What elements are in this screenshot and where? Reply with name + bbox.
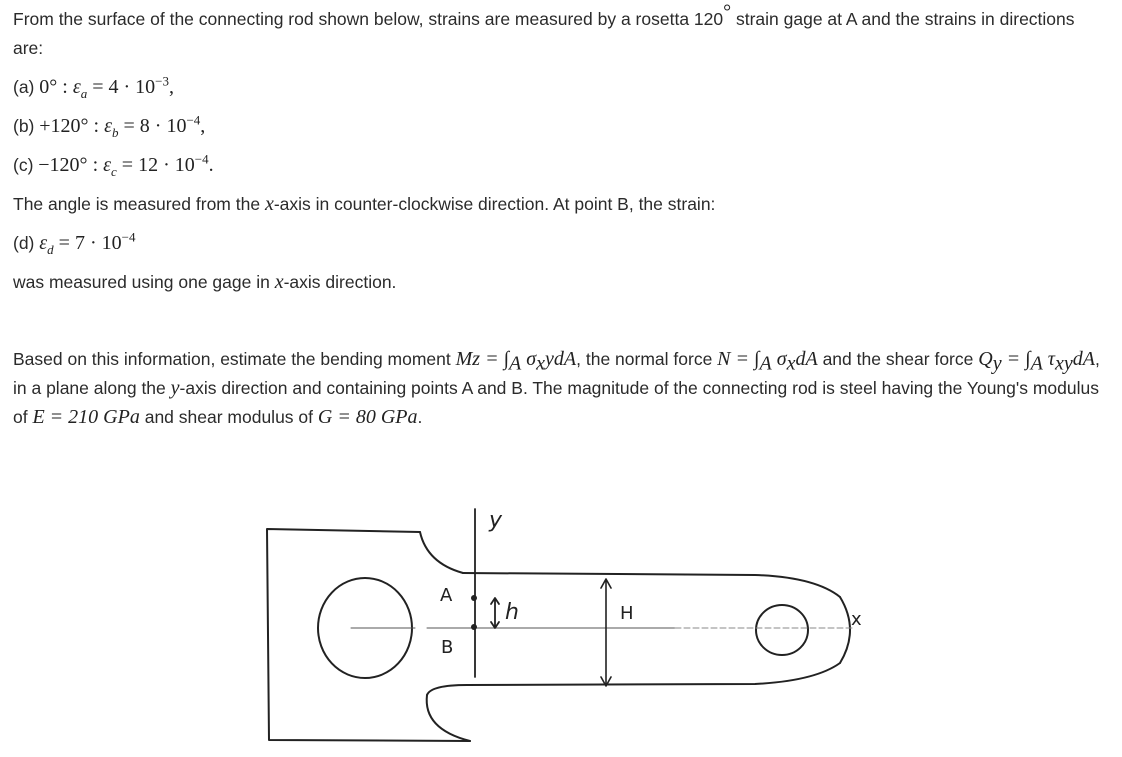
rod-right-end bbox=[840, 597, 850, 663]
h-label: h bbox=[505, 600, 519, 625]
y-axis-label: y bbox=[489, 508, 503, 533]
question-paragraph: Based on this information, estimate the bending moment $Mz = \int_A$ $\sigma_xydA$, the normal force $N = \int_A$ $\sigma_xdA$ and the shear force $Q_y = \int_A$ $\tau_{xy}dA$, in a plane along the y-axis direction and containing points A and B. The magnitude of the connecting rod is steel having the Young's modulus of E = 210 GPa and shear modulus of G = 80 GPa. bbox=[13, 348, 1100, 428]
rod-upper-edge bbox=[463, 573, 840, 597]
strain-item-c: (c) −120° : $\varepsilon_c = 12 \cdot 10^{-4}$. bbox=[13, 151, 214, 179]
x-axis-label: x bbox=[851, 609, 862, 630]
connecting-rod-diagram bbox=[255, 495, 875, 750]
angle-note: The angle is measured from the x-axis in counter-clockwise direction. At point B, the strain: bbox=[13, 193, 716, 215]
rod-left-block bbox=[267, 529, 470, 741]
H-dimension-arrow bbox=[601, 579, 611, 686]
point-b-label: B bbox=[441, 637, 454, 658]
rod-bottom-fillet bbox=[427, 695, 470, 741]
strain-item-d: (d) $\varepsilon_d = 7 \cdot 10^{-4}$ bbox=[13, 229, 136, 257]
rod-top-fillet bbox=[420, 532, 463, 573]
intro-paragraph: From the surface of the connecting rod shown below, strains are measured by a rosetta 120° strain gage at A and the strains in directions are: bbox=[13, 1, 1075, 58]
gage-note: was measured using one gage in x-axis direction. bbox=[13, 271, 397, 293]
strain-item-a: (a) 0° : $\varepsilon_a = 4 \cdot 10^{-3}$, bbox=[13, 73, 175, 101]
point-b-marker bbox=[471, 624, 477, 630]
point-a-marker bbox=[471, 595, 477, 601]
rod-lower-edge bbox=[427, 663, 840, 695]
H-label: H bbox=[620, 603, 634, 624]
right-hole bbox=[756, 605, 808, 655]
point-a-label: A bbox=[440, 585, 453, 606]
strain-item-b: (b) +120° : $\varepsilon_b = 8 \cdot 10^{-4}$, bbox=[13, 112, 206, 140]
h-dimension-arrow bbox=[491, 598, 499, 628]
